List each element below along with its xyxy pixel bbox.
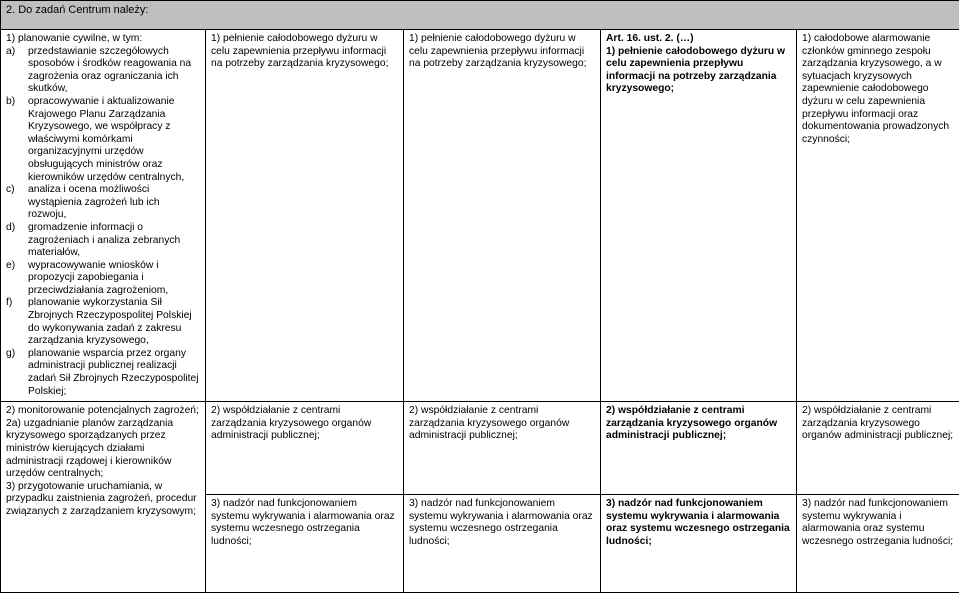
supervision-text: 3) nadzór nad funkcjonowaniem systemu wykrywania i alarmowania oraz systemu wczesnego ostrzegania ludności; bbox=[606, 498, 790, 547]
planning-intro: 1) planowanie cywilne, w tym: bbox=[6, 33, 143, 44]
cooperation-text: 2) współdziałanie z centrami zarządzania kryzysowego organów administracji publicznej; bbox=[409, 405, 570, 442]
coordination-text: 2a) uzgadnianie planów zarządzania kryzysowego sporządzanych przez ministrów kierujących działami administracji rządowej i kierowników urzędów centralnych; bbox=[6, 417, 174, 480]
cooperation-text: 2) współdziałanie z centrami zarządzania kryzysowego organów administracji publicznej; bbox=[606, 405, 778, 442]
list-item-text: wypracowywanie wniosków i propozycji zapobiegania i przeciwdziałania zagrożeniom, bbox=[28, 259, 169, 296]
cell-col2-row3 bbox=[206, 495, 404, 593]
list-item-text: przedstawianie szczegółowych sposobów i środków reagowania na zagrożenia oraz ograniczania ich skutków, bbox=[28, 45, 192, 95]
list-item bbox=[6, 184, 200, 222]
list-item-label: e) bbox=[6, 259, 16, 271]
monitoring-text: 2) monitorowanie potencjalnych zagrożeń; bbox=[6, 405, 199, 417]
alarm-text: 1) całodobowe alarmowanie członków gminnego zespołu zarządzania kryzysowego, a w sytuacjach kryzysowych zapewnienie całodobowego dyżuru w celu zapewnienia przepływu informacji oraz dokumentowania prowadzonych czynności; bbox=[802, 33, 950, 145]
cell-col4-row1 bbox=[601, 30, 797, 402]
cell-col1-row1 bbox=[1, 30, 206, 402]
list-item bbox=[6, 96, 200, 184]
cell-col2-row2 bbox=[206, 402, 404, 495]
cell-col3-row1 bbox=[404, 30, 601, 402]
list-item-label: g) bbox=[6, 347, 16, 359]
supervision-text: 3) nadzór nad funkcjonowaniem systemu wykrywania i alarmowania oraz systemu wczesnego ostrzegania ludności; bbox=[802, 498, 954, 547]
list-item-label: c) bbox=[6, 184, 15, 196]
list-item-text: opracowywanie i aktualizowanie Krajowego Planu Zarządzania Kryzysowego, we współpracy z właściwymi komórkami organizacyjnymi urzędów obsługujących ministrów oraz kierowników urzędów centralnych, bbox=[28, 95, 185, 183]
cell-col5-row2 bbox=[797, 402, 959, 495]
cell-col4-row3 bbox=[601, 495, 797, 593]
list-item-text: gromadzenie informacji o zagrożeniach i analiza zebranych materiałów, bbox=[28, 221, 181, 259]
cell-col3-row3 bbox=[404, 495, 601, 593]
list-item-label: f) bbox=[6, 297, 13, 309]
cell-col2-row1 bbox=[206, 30, 404, 402]
table-row bbox=[1, 402, 959, 495]
article-reference: Art. 16. ust. 2. (…) bbox=[606, 33, 694, 44]
list-item bbox=[6, 348, 200, 398]
duty-text: 1) pełnienie całodobowego dyżuru w celu zapewnienia przepływu informacji na potrzeby zarządzania kryzysowego; bbox=[409, 33, 587, 70]
list-item-label: a) bbox=[6, 45, 16, 57]
list-item bbox=[6, 260, 200, 298]
list-item bbox=[6, 222, 200, 260]
cell-col5-row3 bbox=[797, 495, 959, 593]
cell-col3-row2 bbox=[404, 402, 601, 495]
list-item-text: planowanie wsparcia przez organy administracji publicznej realizacji zadań Sił Zbrojnych Rzeczypospolitej Polskiej; bbox=[28, 347, 199, 397]
cell-col5-row1 bbox=[797, 30, 959, 402]
list-item-text: planowanie wykorzystania Sił Zbrojnych Rzeczypospolitej Polskiej do wykonywania zadań z zakresu zarządzania kryzysowego, bbox=[28, 297, 192, 347]
table-row bbox=[1, 30, 959, 402]
header-row bbox=[1, 1, 959, 30]
cell-col1-row2 bbox=[1, 402, 206, 593]
header-text: 2. Do zadań Centrum należy: bbox=[6, 4, 149, 16]
procedures-text: 3) przygotowanie uruchamiania, w przypadku zaistnienia zagrożeń, procedur związanych z zarządzaniem kryzysowym; bbox=[6, 480, 197, 517]
list-item-text: analiza i ocena możliwości wystąpienia zagrożeń lub ich rozwoju, bbox=[28, 184, 160, 221]
header-cell bbox=[1, 1, 959, 30]
supervision-text: 3) nadzór nad funkcjonowaniem systemu wykrywania i alarmowania oraz systemu wczesnego ostrzegania ludności; bbox=[409, 498, 593, 547]
list-item-label: b) bbox=[6, 95, 16, 107]
list-item bbox=[6, 297, 200, 347]
cooperation-text: 2) współdziałanie z centrami zarządzania kryzysowego organów administracji publicznej; bbox=[802, 405, 954, 442]
duty-text: 1) pełnienie całodobowego dyżuru w celu zapewnienia przepływu informacji na potrzeby zarządzania kryzysowego; bbox=[211, 33, 389, 70]
list-item bbox=[6, 46, 200, 96]
list-item-label: d) bbox=[6, 221, 16, 233]
duty-text: 1) pełnienie całodobowego dyżuru w celu zapewnienia przepływu informacji na potrzeby zarządzania kryzysowego; bbox=[606, 45, 786, 95]
cell-col4-row2 bbox=[601, 402, 797, 495]
cooperation-text: 2) współdziałanie z centrami zarządzania kryzysowego organów administracji publicznej; bbox=[211, 405, 372, 442]
supervision-text: 3) nadzór nad funkcjonowaniem systemu wykrywania i alarmowania oraz systemu wczesnego ostrzegania ludności; bbox=[211, 498, 395, 547]
